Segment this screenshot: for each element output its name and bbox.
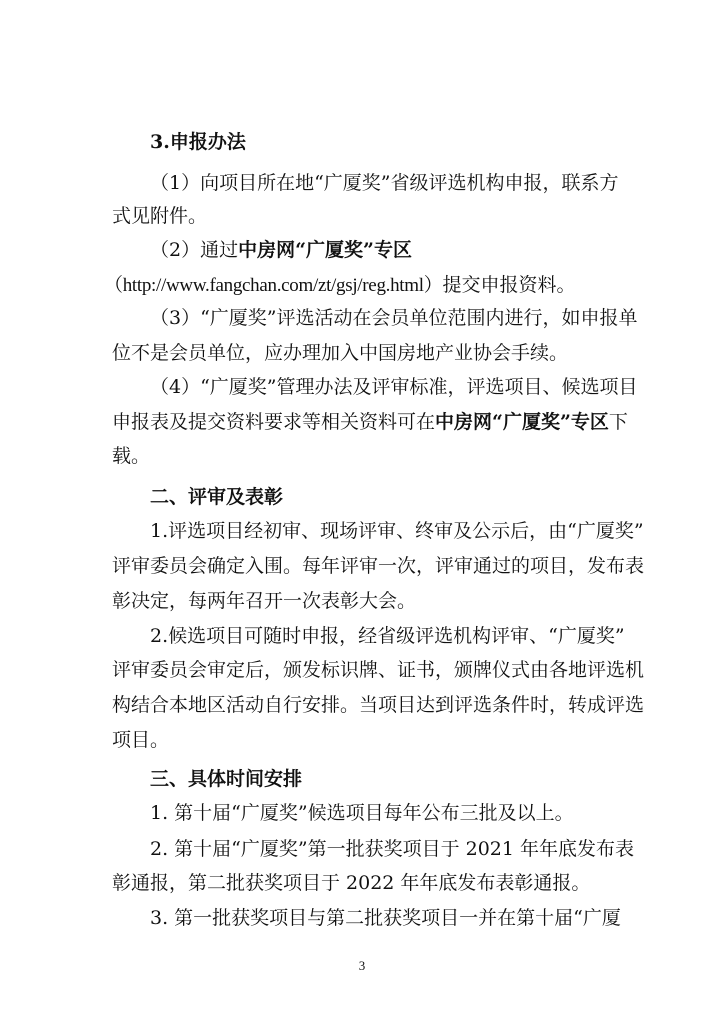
section-heading-schedule: 三、具体时间安排 (150, 768, 303, 790)
paragraph-line (150, 237, 412, 263)
zone-name-bold: 中房网“广厦奖”专区 (435, 411, 609, 433)
paragraph-line (112, 409, 628, 435)
zone-name-bold: 中房网“广厦奖”专区 (238, 239, 412, 261)
paragraph-line: （1）向项目所在地“广厦奖”省级评选机构申报，联系方 (150, 172, 619, 194)
paragraph-line: 1.评选项目经初审、现场评审、终审及公示后，由“广厦奖” (150, 520, 644, 542)
paragraph-line: 2.候选项目可随时申报，经省级评选机构评审、“广厦奖” (150, 625, 625, 647)
paragraph-line (104, 272, 575, 299)
paragraph-text: 提交申报资料。 (442, 274, 576, 296)
section-heading-apply-method: 3.申报办法 (150, 131, 246, 153)
paragraph-line: （4）“广厦奖”管理办法及评审标准，评选项目、候选项目 (150, 376, 638, 398)
paragraph-line: 评审委员会审定后，颁发标识牌、证书，颁牌仪式由各地评选机 (112, 659, 645, 681)
section-heading-review: 二、评审及表彰 (150, 486, 284, 508)
paragraph-line: 评审委员会确定入围。每年评审一次，评审通过的项目，发布表 (112, 555, 645, 577)
paragraph-line: 位不是会员单位，应办理加入中国房地产业协会手续。 (112, 342, 569, 364)
paragraph-line: 项目。 (112, 729, 170, 751)
paragraph-line: 式见附件。 (112, 205, 208, 227)
paragraph-text: （2）通过 (150, 239, 239, 261)
paragraph-line: （3）“广厦奖”评选活动在会员单位范围内进行，如申报单 (150, 307, 638, 329)
page-number: 3 (358, 958, 366, 973)
paragraph-line: 1. 第十届“广厦奖”候选项目每年公布三批及以上。 (150, 802, 574, 824)
paragraph-line: 2. 第十届“广厦奖”第一批获奖项目于 2021 年年底发布表 (150, 838, 635, 860)
paragraph-text: 申报表及提交资料要求等相关资料可在 (112, 411, 436, 433)
paragraph-line: 3. 第一批获奖项目与第二批获奖项目一并在第十届“广厦 (150, 907, 621, 929)
paragraph-line: 载。 (112, 445, 151, 467)
paragraph-line: 构结合本地区活动自行安排。当项目达到评选条件时，转成评选 (112, 694, 645, 716)
paragraph-text: 下 (608, 411, 628, 433)
registration-url: （http://www.fangchan.com/zt/gsj/reg.html） (104, 275, 443, 296)
paragraph-line: 彰通报，第二批获奖项目于 2022 年年底发布表彰通报。 (112, 872, 591, 894)
paragraph-line: 彰决定，每两年召开一次表彰大会。 (112, 590, 417, 612)
